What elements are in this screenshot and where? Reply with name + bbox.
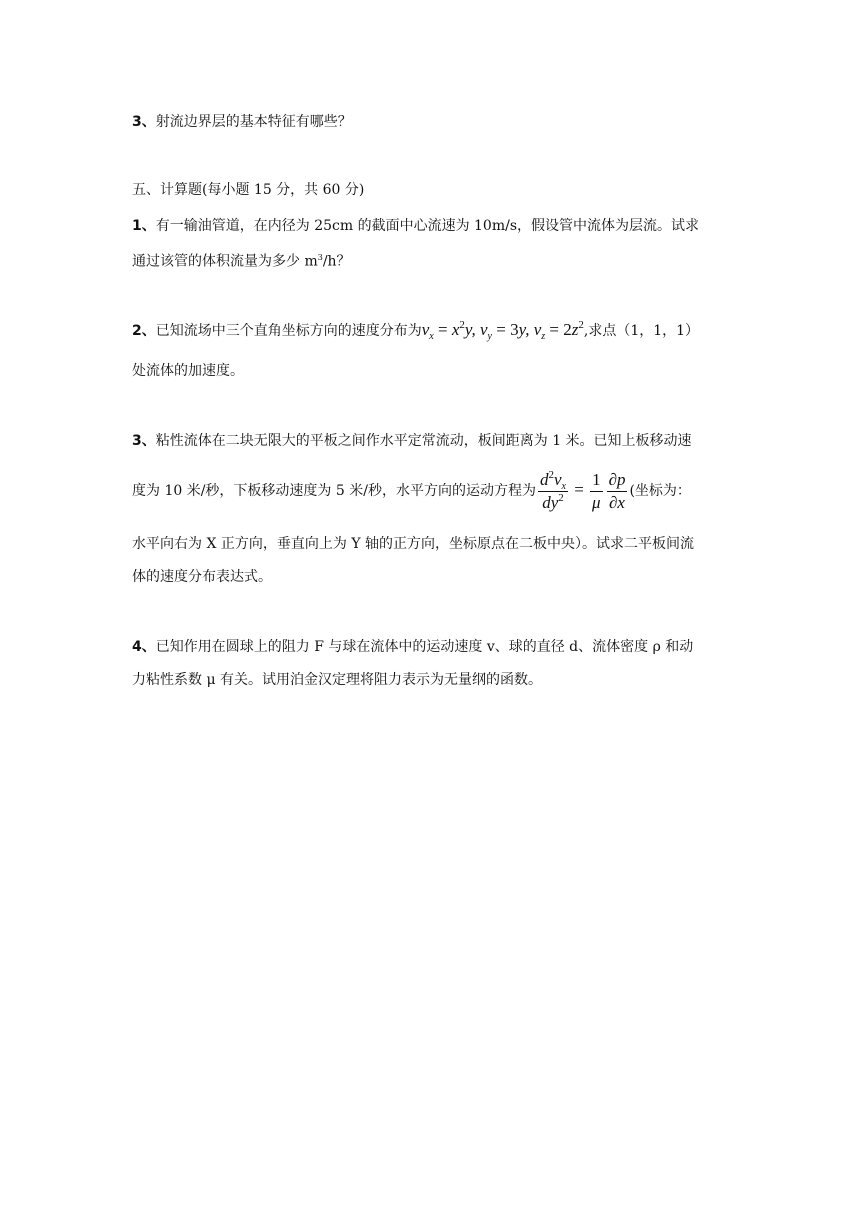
problem-number: 1、 <box>132 218 156 234</box>
essay-question-3 <box>132 112 352 132</box>
problem-text: 已知流场中三个直角坐标方向的速度分布为 <box>155 323 422 339</box>
problem-text: 通过该管的体积流量为多少 m <box>132 253 318 270</box>
problem-3-line-3: 水平向右为 X 正方向，垂直向上为 Y 轴的正方向，坐标原点在二板中央）。试求二平板间流 <box>132 536 695 552</box>
problem-text: 度为 10 米/秒，下板移动速度为 5 米/秒，水平方向的运动方程为 <box>132 483 536 499</box>
problem-3-line-2 <box>132 466 691 515</box>
problem-3-line-1 <box>132 431 692 451</box>
problem-2-line-2: 处流体的加速度。 <box>132 363 244 379</box>
problem-text: (坐标为： <box>629 483 691 499</box>
problem-1-line-1 <box>132 216 699 236</box>
problem-text: /h？ <box>322 253 351 270</box>
problem-number: 4、 <box>132 639 156 655</box>
question-text: 射流边界层的基本特征有哪些？ <box>155 114 352 130</box>
section-heading: 五、计算题(每小题 15 分，共 60 分) <box>132 182 365 198</box>
problem-text: 已知作用在圆球上的阻力 F 与球在流体中的运动速度 v、球的直径 d、流体密度 ρ 和动 <box>155 639 694 655</box>
problem-text: 有一输油管道，在内径为 25cm 的截面中心流速为 10m/s，假设管中流体为层流。试求 <box>155 218 700 234</box>
problem-1-line-2 <box>132 248 351 272</box>
problem-4-line-1 <box>132 637 693 657</box>
problem-text: ,求点（1，1，1） <box>583 323 700 339</box>
question-number: 3、 <box>132 114 156 130</box>
problem-3-line-4: 体的速度分布表达式。 <box>132 569 272 585</box>
problem-text: 粘性流体在二块无限大的平板之间作水平定常流动，板间距离为 1 米。已知上板移动速 <box>155 433 692 449</box>
problem-number: 3、 <box>132 433 156 449</box>
problem-2-line-1 <box>132 320 699 341</box>
problem-4-line-2: 力粘性系数 μ 有关。试用泊金汉定理将阻力表示为无量纲的函数。 <box>132 672 542 688</box>
motion-equation: $\frac{d^2v_x}{dy^2}$ = $\frac{1}{\mu}$ $\frac{\partial p}{\partial x}$ <box>539 468 626 512</box>
velocity-formula: $v_x = x^2y$, $v_y = 3y$, $v_z = 2z^2$ <box>421 319 584 342</box>
superscript: 3 <box>317 253 323 262</box>
problem-number: 2、 <box>132 323 156 339</box>
